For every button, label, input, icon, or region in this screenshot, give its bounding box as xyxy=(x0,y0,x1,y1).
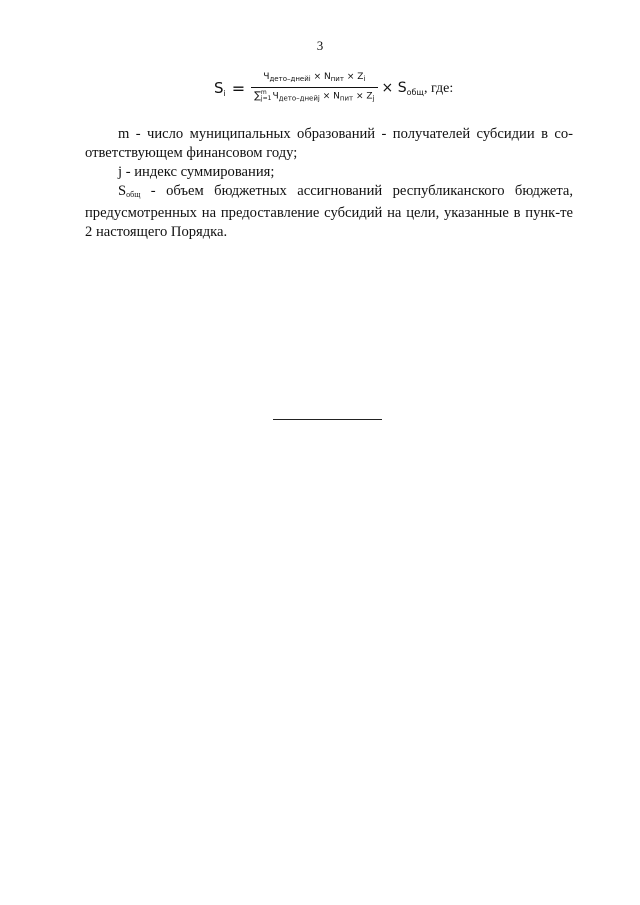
formula-lhs-symbol: S xyxy=(214,78,224,97)
definition-m: m - число муниципальных образований - получателей субсидии в со-ответствующем финансовом году; xyxy=(85,126,573,161)
formula-fraction xyxy=(251,72,377,105)
formula-suffix: , где: xyxy=(423,80,454,96)
denominator-coef-sub: j xyxy=(372,94,375,103)
formula-denominator xyxy=(251,88,377,105)
definition-s-total xyxy=(85,182,573,242)
subsidy-formula xyxy=(214,72,453,105)
sum-upper-limit: m xyxy=(260,89,267,96)
numerator-times-2: × xyxy=(346,72,355,82)
formula-numerator xyxy=(260,72,368,87)
numerator-coef-sub: i xyxy=(363,75,366,83)
denominator-times-2: × xyxy=(355,91,364,102)
definition-s-symbol: S xyxy=(118,183,127,199)
formula-equals: = xyxy=(231,78,246,98)
sum-sign: ∑ xyxy=(254,90,261,102)
formula-total-symbol: S xyxy=(397,79,407,96)
formula-multiply: × xyxy=(381,79,394,96)
definition-s-text: - объем бюджетных ассигнований республиканского бюджета, предусмотренных на предоставление субсидий на цели, указанные в пунк-те 2 настоящего Порядка. xyxy=(85,183,573,240)
denominator-child-days-sub: дето–днейj xyxy=(278,94,320,103)
formula-lhs-subscript: i xyxy=(223,88,226,98)
definition-s-subscript: общ xyxy=(126,190,141,199)
definition-j: j - индекс суммирования; xyxy=(118,164,275,180)
numerator-child-days-sub: дето–днейi xyxy=(269,75,311,83)
formula-total-subscript: общ xyxy=(406,87,424,97)
end-divider-line xyxy=(273,419,382,420)
denominator-child-days: Ч xyxy=(272,91,279,102)
denominator-times-1: × xyxy=(322,91,331,102)
numerator-norm: N xyxy=(324,72,331,82)
denominator-norm: N xyxy=(333,91,340,102)
formula-tail xyxy=(382,80,454,97)
numerator-child-days: Ч xyxy=(263,72,270,82)
definitions-text xyxy=(85,125,573,242)
sum-lower-limit: j=1 xyxy=(260,95,272,102)
numerator-norm-sub: пит xyxy=(330,75,344,83)
denominator-coef: Z xyxy=(366,91,373,102)
page-number: 3 xyxy=(316,38,324,53)
formula-lhs xyxy=(214,79,226,98)
numerator-coef: Z xyxy=(357,72,364,82)
sum-limits xyxy=(261,90,272,102)
denominator-norm-sub: пит xyxy=(339,94,354,103)
numerator-times-1: × xyxy=(313,72,322,82)
